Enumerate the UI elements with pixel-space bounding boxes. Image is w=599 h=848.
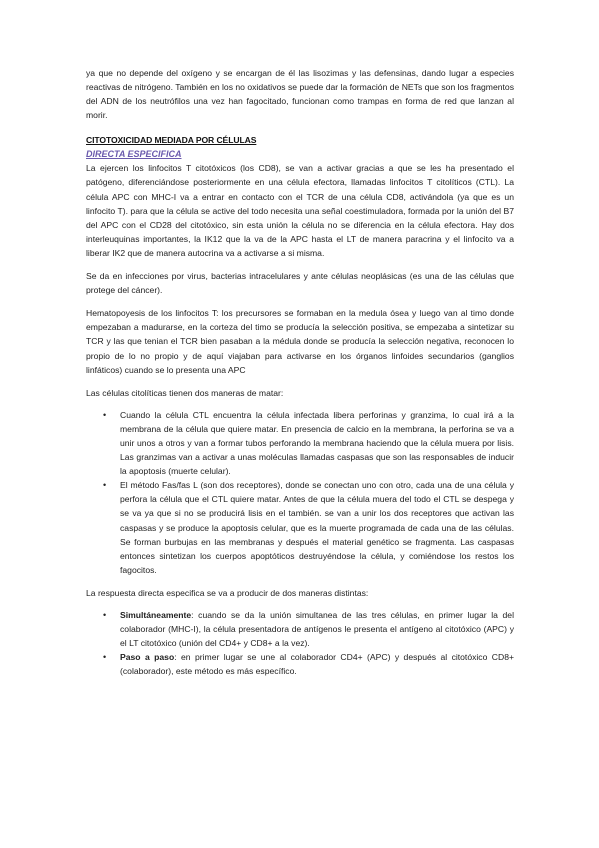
list-item-term: Paso a paso xyxy=(120,652,175,663)
paragraph-ctl: La ejercen los linfocitos T citotóxicos (los CD8), se van a activar gracias a que se les ha presentado el patógeno, diferenciándose posteriormente en una célula efectora, llamadas linfocitos T citolíticos (CTL). La célula APC con MHC-I va a entrar en contacto con el TCR de una célula CD8, activándola (ya que es un linfocito T). para que la célula se active del todo necesita una señal coestimuladora, formada por la unión del B7 del APC con el CD28 del citotóxico, sin esta unión la célula no se diferencia en la célula efectora. Hay dos interleuquinas importantes, la IK12 que la va de la APC hasta el LT de manera paracrina y el linfocito va a liberar IK2 que de manera autocrina va a activarse a si misma. xyxy=(86,163,514,258)
paragraph-intro: ya que no depende del oxígeno y se encargan de él las lisozimas y las defensinas, dando lugar a especies reactivas de nitrógeno. También en los no oxidativos se puede dar la formación de NETs que son los fragmentos del ADN de los neutrófilos una vez han fagocitado, funcionan como trampas en forma de red que lanzan al morir. xyxy=(86,68,514,121)
bullet-icon: • xyxy=(103,652,107,663)
bullet-icon: • xyxy=(103,480,107,491)
page-content xyxy=(86,66,514,678)
response-modes-list xyxy=(86,608,514,678)
paragraph-infections: Se da en infecciones por virus, bacterias intracelulares y ante células neoplásicas (es una de las células que protege del cáncer). xyxy=(86,271,514,296)
list-item xyxy=(86,478,514,577)
bullet-icon: • xyxy=(103,610,107,620)
list-item-text: Cuando la célula CTL encuentra la célula infectada libera perforinas y granzima, lo cual irá a la membrana de la célula que quiere matar. En presencia de calcio en la membrana, la perforina se va a unir unos a otros y van a formar tubos perforando la membrana haciendo que la célula muera por lisis. Las granzimas van a activar a unas moléculas llamadas caspasas que son las responsables de inducir la apoptosis (muerte celular). xyxy=(120,409,514,477)
list-item-term: Simultáneamente xyxy=(120,610,192,620)
subsection-heading: DIRECTA ESPECIFICA xyxy=(86,149,182,160)
list-item-text: : cuando se da la unión simultanea de las tres células, en primer lugar la del colaborador (MHC-I), la célula presentadora de antígenos le presenta el antígeno al citotóxico (APC) y el LT citotóxico (unión del CD4+ y CD8+ a la vez). xyxy=(120,610,514,649)
list-item-text: El método Fas/fas L (son dos receptores), donde se conectan uno con otro, cada una de una célula y perfora la célula que el CTL quiere matar. Antes de que la célula muera del todo el CTL se despega y se va ya que si no se producirá lisis en el también. se van a unir los dos receptores que activan las caspasas y se produce la apoptosis celular, que es la muerte programada de cada una de las células. Se forman burbujas en las membranas y después el material genético se fragmenta. Las caspasas entonces sintetizan los cuerpos apoptóticos destruyéndose la célula, y comiéndose los restos los fagocitos. xyxy=(120,480,514,575)
paragraph-two-ways: La respuesta directa especifica se va a producir de dos maneras distintas: xyxy=(86,587,369,598)
section-heading: CITOTOXICIDAD MEDIADA POR CÉLULAS xyxy=(86,135,257,146)
paragraph-hematopoiesis: Hematopoyesis de los linfocitos T: los precursores se formaban en la medula ósea y luego van al timo donde empezaban a madurarse, en la corteza del timo se producía la selección positiva, se empezaba a sintetizar su TCR y las que tenian el TCR bien pasaban a la médula donde se producía la selección negativa, reconocen lo propio de lo no propio y de aquí viajaban para activarse en los órganos linfoides secundarios (ganglios linfáticos) cuando se lo presenta una APC xyxy=(86,308,514,375)
bullet-icon: • xyxy=(103,409,107,420)
list-item-text: : en primer lugar se une al colaborador CD4+ (APC) y después al citotóxico CD8+ (colaborador), este método es más específico. xyxy=(120,652,515,677)
list-item xyxy=(86,650,514,678)
list-item xyxy=(86,608,514,650)
list-item xyxy=(86,408,514,478)
paragraph-kill-ways: Las células citolíticas tienen dos maneras de matar: xyxy=(86,387,284,398)
kill-methods-list xyxy=(86,408,514,577)
